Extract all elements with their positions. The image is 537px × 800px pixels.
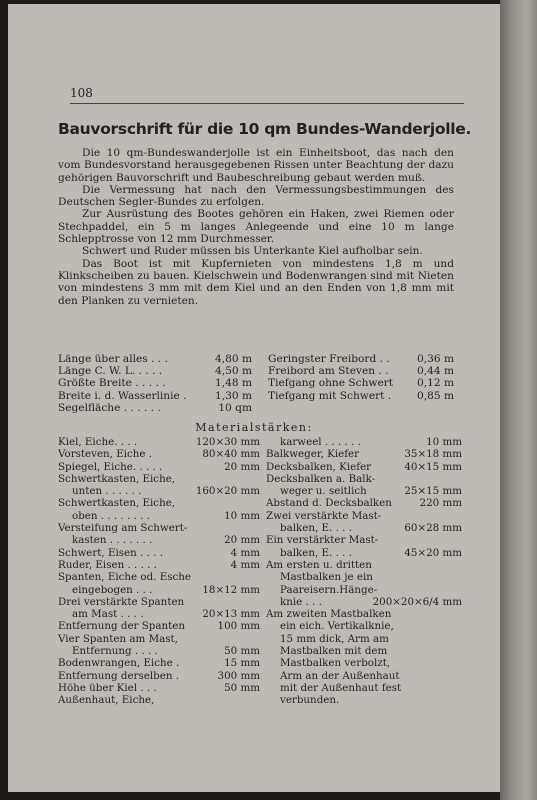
material-label: Schwertkasten, Eiche, xyxy=(58,472,176,485)
dimension-value: 1,30 m xyxy=(214,389,252,402)
material-value: 200×20×6/4 mm xyxy=(372,595,462,608)
dimension-row xyxy=(58,402,458,414)
material-row xyxy=(58,657,260,669)
header-rule xyxy=(70,103,464,104)
page-title: Bauvorschrift für die 10 qm Bundes-Wanderjolle. xyxy=(58,120,472,138)
material-row xyxy=(266,448,462,460)
material-label: Bodenwrangen, Eiche . xyxy=(58,657,180,670)
material-label: unten . . . . . . xyxy=(72,485,142,498)
material-label: Vier Spanten am Mast, xyxy=(58,632,178,645)
material-row xyxy=(58,448,260,460)
material-value: 15 mm xyxy=(224,657,260,670)
book-page xyxy=(8,4,500,792)
dimension-value: 0,44 m xyxy=(416,365,454,378)
dimension-label: Segelfläche . . . . . . xyxy=(58,401,161,414)
material-label: oben . . . . . . . . xyxy=(72,509,150,522)
material-label: Spanten, Eiche od. Esche xyxy=(58,571,192,584)
material-row xyxy=(266,559,462,571)
paragraph: Die Vermessung hat nach den Vermessungsbestimmungen des Deutschen Segler-Bundes zu erfolgen. xyxy=(58,183,454,209)
material-row xyxy=(58,534,260,546)
materials-right-column xyxy=(266,436,462,707)
dimension-row xyxy=(58,353,458,365)
dimension-row xyxy=(58,377,458,389)
material-row xyxy=(266,657,462,669)
dimension-value: 10 qm xyxy=(218,401,252,414)
material-label: Mastbalken mit dem xyxy=(280,645,388,658)
material-label: Höhe über Kiel . . . xyxy=(58,681,157,694)
material-label: kasten . . . . . . . xyxy=(72,534,153,547)
material-row xyxy=(266,620,462,632)
material-row xyxy=(266,510,462,522)
dimension-value: 0,85 m xyxy=(416,389,454,402)
material-value: 50 mm xyxy=(224,645,260,658)
material-label: Ein verstärkter Mast- xyxy=(266,534,379,547)
dimension-row xyxy=(58,365,458,377)
material-row xyxy=(266,571,462,583)
material-label: Kiel, Eiche. . . . xyxy=(58,436,138,448)
material-row xyxy=(58,571,260,583)
material-value: 300 mm xyxy=(217,669,260,682)
paragraph: Zur Ausrüstung des Bootes gehören ein Haken, zwei Riemen oder Stechpaddel, ein 5 m langes Anlegeende und eine 10 m lange Schlepptrosse von 12 mm Durchmesser. xyxy=(58,208,454,246)
material-row xyxy=(58,670,260,682)
material-value: 35×18 mm xyxy=(404,448,462,461)
material-label: Schwert, Eisen . . . . xyxy=(58,546,163,559)
dimension-value: 4,50 m xyxy=(214,365,252,378)
materials-heading: Materialstärken: xyxy=(195,421,313,434)
material-label: verbunden. xyxy=(280,694,340,707)
material-row xyxy=(266,473,462,485)
material-label: balken, E. . . . xyxy=(280,546,352,559)
dimension-label: Größte Breite . . . . . xyxy=(58,377,166,390)
material-row xyxy=(58,694,260,706)
material-value: 4 mm xyxy=(230,558,260,571)
material-label: Balkweger, Kiefer xyxy=(266,448,360,461)
dimensions-table xyxy=(58,353,458,414)
material-label: Vorsteven, Eiche . xyxy=(58,448,153,461)
material-value: 60×28 mm xyxy=(404,522,462,535)
dimension-label: Länge C. W. L. . . . . xyxy=(58,365,163,378)
material-value: 4 mm xyxy=(230,546,260,559)
material-label: Mastbalken verbolzt, xyxy=(280,657,391,670)
material-row xyxy=(266,436,462,448)
material-value: 10 mm xyxy=(224,509,260,522)
material-label: Zwei verstärkte Mast- xyxy=(266,509,382,522)
dimension-label: Länge über alles . . . xyxy=(58,353,168,365)
book-page-edge xyxy=(500,0,537,800)
paragraph: Das Boot ist mit Kupfernieten von mindestens 1,8 m und Klinkscheiben zu bauen. Kielschwein und Bodenwrangen sind mit Nieten von mindestens 3 mm mit dem Kiel und an den Enden von 1,8 mm mit den Planken zu vernieten. xyxy=(58,257,454,307)
material-row xyxy=(266,497,462,509)
paragraph: Schwert und Ruder müssen bis Unterkante Kiel aufholbar sein. xyxy=(82,245,423,258)
material-value: 20 mm xyxy=(224,534,260,547)
material-row xyxy=(58,645,260,657)
material-label: Abstand d. Decksbalken xyxy=(266,497,392,510)
material-label: Versteifung am Schwert- xyxy=(58,522,188,535)
material-row xyxy=(266,645,462,657)
material-label: eingebogen . . . xyxy=(72,583,153,596)
material-label: mit der Außenhaut fest xyxy=(280,681,402,694)
dimension-label: Breite i. d. Wasserlinie . xyxy=(58,389,187,402)
material-label: karweel . . . . . . xyxy=(280,436,361,448)
material-label: Ruder, Eisen . . . . . xyxy=(58,558,157,571)
material-label: Decksbalken a. Balk- xyxy=(266,472,376,485)
material-row xyxy=(266,485,462,497)
dimension-label: Tiefgang ohne Schwert xyxy=(268,377,394,390)
material-row xyxy=(58,497,260,509)
material-row xyxy=(266,547,462,559)
material-label: am Mast . . . . xyxy=(72,608,144,621)
material-row xyxy=(266,461,462,473)
material-value: 220 mm xyxy=(419,497,462,510)
material-row xyxy=(58,559,260,571)
material-row xyxy=(266,694,462,706)
material-row xyxy=(58,682,260,694)
material-label: Außenhaut, Eiche, xyxy=(58,694,155,707)
material-label: Arm an der Außenhaut xyxy=(280,669,400,682)
materials-left-column xyxy=(58,436,260,707)
material-row xyxy=(58,473,260,485)
material-label: knie . . . xyxy=(280,595,322,608)
material-value: 40×15 mm xyxy=(404,460,462,473)
material-row xyxy=(58,633,260,645)
material-row xyxy=(58,522,260,534)
dimension-label: Tiefgang mit Schwert . xyxy=(268,389,392,402)
material-value: 10 mm xyxy=(426,436,462,448)
material-row xyxy=(58,461,260,473)
material-label: Entfernung . . . . xyxy=(72,645,158,658)
material-label: Entfernung derselben . xyxy=(58,669,180,682)
dimension-value: 4,80 m xyxy=(214,353,252,365)
material-row xyxy=(266,608,462,620)
material-row xyxy=(266,534,462,546)
material-label: ein eich. Vertikalknie, xyxy=(280,620,394,633)
material-label: Mastbalken je ein xyxy=(280,571,373,584)
dimension-value: 1,48 m xyxy=(214,377,252,390)
material-row xyxy=(58,547,260,559)
material-row xyxy=(266,633,462,645)
page-number: 108 xyxy=(70,86,93,100)
material-label: Spiegel, Eiche. . . . . xyxy=(58,460,163,473)
material-value: 100 mm xyxy=(217,620,260,633)
material-label: Schwertkasten, Eiche, xyxy=(58,497,176,510)
material-value: 160×20 mm xyxy=(195,485,260,498)
material-value: 20 mm xyxy=(224,460,260,473)
material-value: 50 mm xyxy=(224,681,260,694)
material-value: 120×30 mm xyxy=(195,436,260,448)
material-row xyxy=(58,596,260,608)
material-row xyxy=(58,485,260,497)
material-value: 20×13 mm xyxy=(202,608,260,621)
dimension-row xyxy=(58,390,458,402)
material-row xyxy=(58,436,260,448)
material-row xyxy=(266,596,462,608)
material-row xyxy=(58,620,260,632)
material-label: Entfernung der Spanten xyxy=(58,620,186,633)
material-value: 18×12 mm xyxy=(202,583,260,596)
paragraph: Die 10 qm-Bundeswanderjolle ist ein Einheitsboot, das nach den vom Bundesvorstand herausgegebenen Rissen unter Beachtung der dazu gehörigen Bauvorschrift und Baubeschreibung gebaut werden muß. xyxy=(58,147,454,184)
material-value: 80×40 mm xyxy=(202,448,260,461)
material-row xyxy=(266,522,462,534)
material-row xyxy=(266,584,462,596)
material-label: 15 mm dick, Arm am xyxy=(280,632,389,645)
dimension-value: 0,36 m xyxy=(416,353,454,365)
dimension-label: Freibord am Steven . . xyxy=(268,365,389,378)
material-label: Decksbalken, Kiefer xyxy=(266,460,372,473)
material-row xyxy=(266,682,462,694)
material-label: Am zweiten Mastbalken xyxy=(266,608,392,621)
material-label: weger u. seitlich xyxy=(280,485,367,498)
material-value: 25×15 mm xyxy=(404,485,462,498)
dimension-value: 0,12 m xyxy=(416,377,454,390)
material-value: 45×20 mm xyxy=(404,546,462,559)
material-label: balken, E. . . . xyxy=(280,522,352,535)
material-label: Am ersten u. dritten xyxy=(266,558,372,571)
material-label: Drei verstärkte Spanten xyxy=(58,595,185,608)
material-row xyxy=(58,510,260,522)
material-row xyxy=(58,608,260,620)
dimension-label: Geringster Freibord . . xyxy=(268,353,390,365)
material-row xyxy=(266,670,462,682)
material-label: Paareisern.Hänge- xyxy=(280,583,378,596)
material-row xyxy=(58,584,260,596)
body-text xyxy=(58,147,454,307)
